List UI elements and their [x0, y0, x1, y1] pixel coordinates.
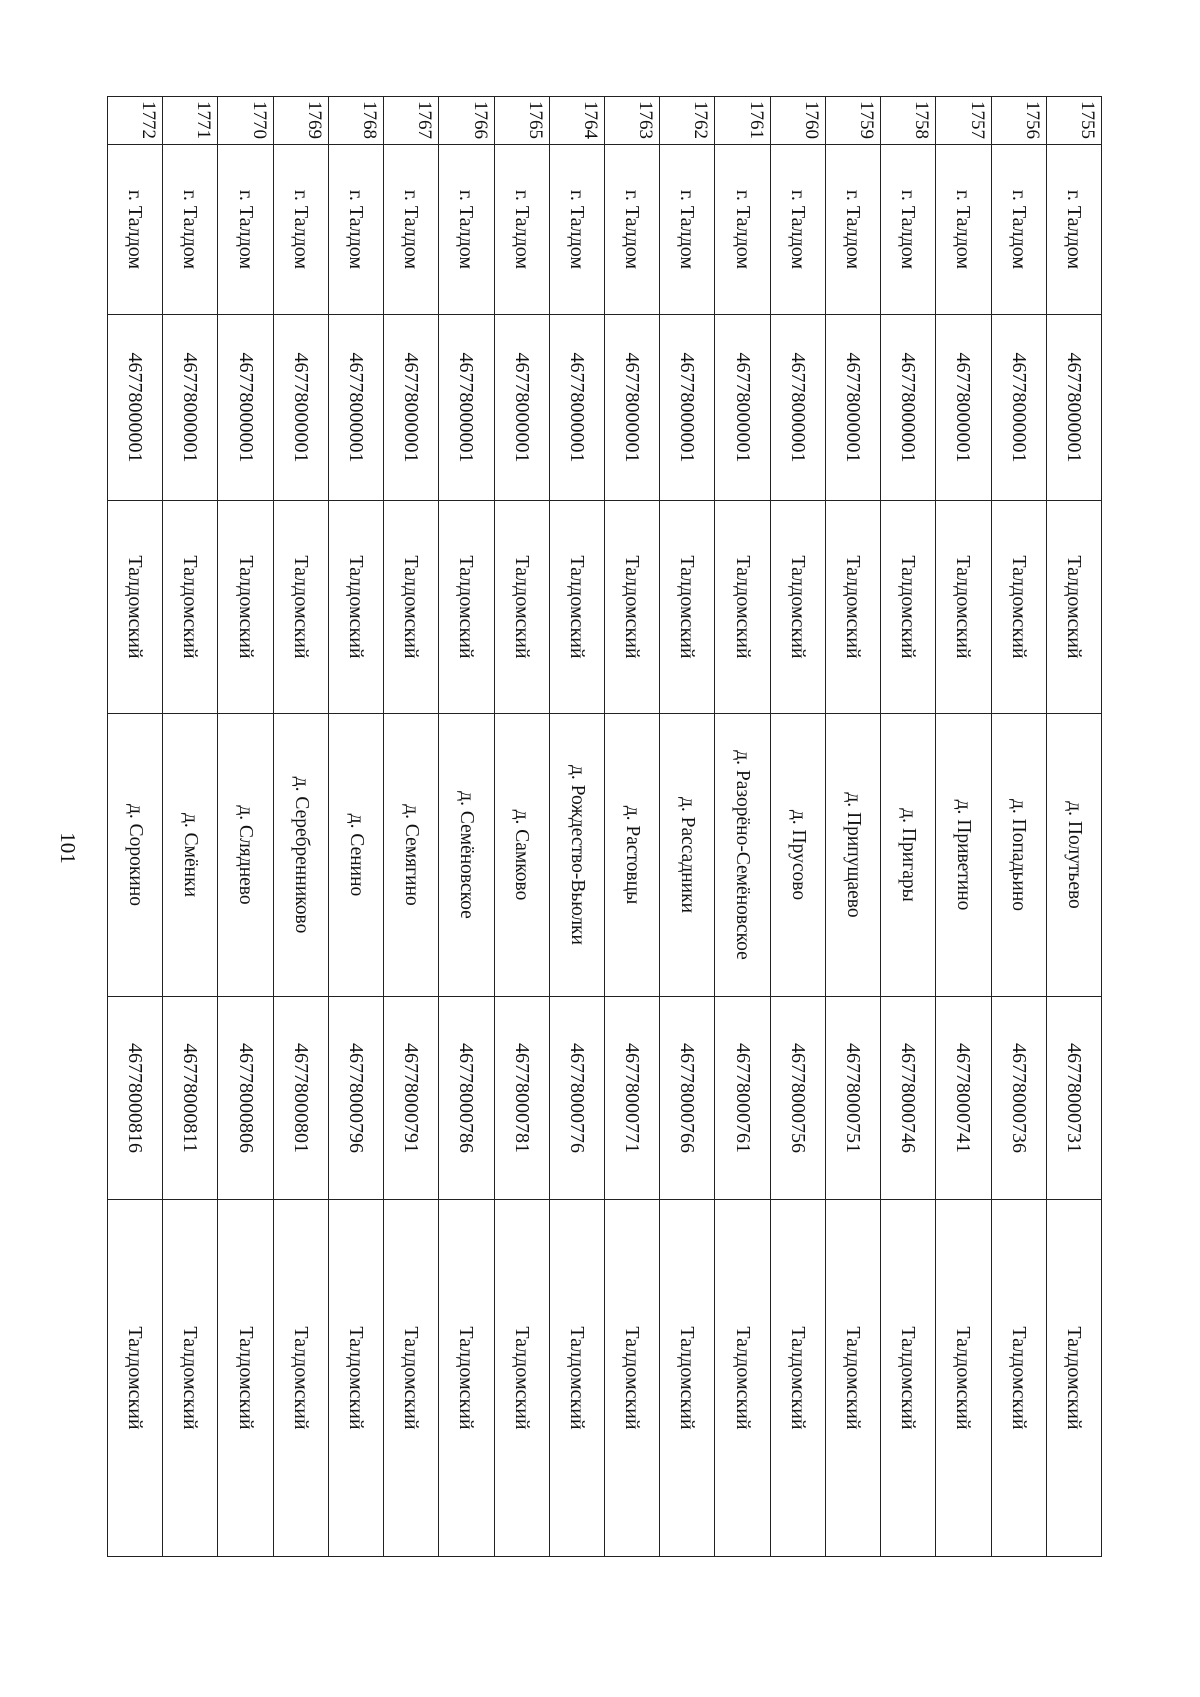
settlement-cell: г. Талдом: [273, 145, 328, 315]
district-cell: Талдомский: [715, 501, 770, 714]
locality-name-cell: д. Смёнки: [163, 714, 218, 997]
row-number-cell: 1759: [825, 97, 880, 145]
settlement-cell: г. Талдом: [163, 145, 218, 315]
oktmo-code-cell: 46778000001: [715, 315, 770, 501]
district-cell: Талдомский: [1046, 501, 1101, 714]
locality-name-cell: д. Приветино: [936, 714, 991, 997]
oktmo-code-cell: 46778000001: [881, 315, 936, 501]
settlement-cell: г. Талдом: [991, 145, 1046, 315]
locality-district-cell: Талдомский: [991, 1200, 1046, 1557]
oktmo-code-cell: 46778000001: [549, 315, 604, 501]
page-number: 101: [56, 832, 80, 864]
locality-district-cell: Талдомский: [660, 1200, 715, 1557]
locality-district-cell: Талдомский: [328, 1200, 383, 1557]
table-row: [715, 97, 770, 1557]
locality-district-cell: Талдомский: [163, 1200, 218, 1557]
oktmo-code-cell: 46778000001: [328, 315, 383, 501]
district-cell: Талдомский: [825, 501, 880, 714]
locality-oktmo-cell: 46778000746: [881, 997, 936, 1200]
row-number-cell: 1772: [108, 97, 163, 145]
table-row: [384, 97, 439, 1557]
oktmo-code-cell: 46778000001: [108, 315, 163, 501]
settlement-cell: г. Талдом: [881, 145, 936, 315]
district-cell: Талдомский: [881, 501, 936, 714]
locality-oktmo-cell: 46778000811: [163, 997, 218, 1200]
oktmo-code-cell: 46778000001: [1046, 315, 1101, 501]
locality-oktmo-cell: 46778000731: [1046, 997, 1101, 1200]
row-number-cell: 1767: [384, 97, 439, 145]
locality-district-cell: Талдомский: [384, 1200, 439, 1557]
table-row: [770, 97, 825, 1557]
locality-oktmo-cell: 46778000786: [439, 997, 494, 1200]
table-row: [218, 97, 273, 1557]
locality-name-cell: д. Рождество-Вьюлки: [549, 714, 604, 997]
settlement-cell: г. Талдом: [1046, 145, 1101, 315]
locality-name-cell: д. Семягино: [384, 714, 439, 997]
row-number-cell: 1755: [1046, 97, 1101, 145]
row-number-cell: 1757: [936, 97, 991, 145]
locality-district-cell: Талдомский: [881, 1200, 936, 1557]
locality-district-cell: Талдомский: [825, 1200, 880, 1557]
district-cell: Талдомский: [328, 501, 383, 714]
oktmo-code-cell: 46778000001: [605, 315, 660, 501]
locality-name-cell: д. Полутьево: [1046, 714, 1101, 997]
locality-oktmo-cell: 46778000791: [384, 997, 439, 1200]
table-row: [1046, 97, 1101, 1557]
table-row: [328, 97, 383, 1557]
row-number-cell: 1756: [991, 97, 1046, 145]
oktmo-code-cell: 46778000001: [494, 315, 549, 501]
district-cell: Талдомский: [660, 501, 715, 714]
locality-district-cell: Талдомский: [494, 1200, 549, 1557]
district-cell: Талдомский: [384, 501, 439, 714]
settlement-cell: г. Талдом: [825, 145, 880, 315]
locality-name-cell: д. Прусово: [770, 714, 825, 997]
district-cell: Талдомский: [605, 501, 660, 714]
settlement-cell: г. Талдом: [715, 145, 770, 315]
oktmo-code-cell: 46778000001: [163, 315, 218, 501]
district-cell: Талдомский: [163, 501, 218, 714]
locality-oktmo-cell: 46778000761: [715, 997, 770, 1200]
locality-name-cell: д. Пригары: [881, 714, 936, 997]
locality-name-cell: д. Сенино: [328, 714, 383, 997]
district-cell: Талдомский: [549, 501, 604, 714]
settlement-cell: г. Талдом: [770, 145, 825, 315]
row-number-cell: 1758: [881, 97, 936, 145]
row-number-cell: 1766: [439, 97, 494, 145]
locality-district-cell: Талдомский: [108, 1200, 163, 1557]
table-row: [991, 97, 1046, 1557]
table-row: [660, 97, 715, 1557]
locality-oktmo-cell: 46778000741: [936, 997, 991, 1200]
table-row: [163, 97, 218, 1557]
locality-name-cell: д. Сляднево: [218, 714, 273, 997]
row-number-cell: 1762: [660, 97, 715, 145]
district-cell: Талдомский: [991, 501, 1046, 714]
oktmo-code-cell: 46778000001: [439, 315, 494, 501]
locality-name-cell: д. Сорокино: [108, 714, 163, 997]
locality-name-cell: д. Припущаево: [825, 714, 880, 997]
locality-district-cell: Талдомский: [770, 1200, 825, 1557]
locality-name-cell: д. Самково: [494, 714, 549, 997]
locality-oktmo-cell: 46778000771: [605, 997, 660, 1200]
oktmo-code-cell: 46778000001: [384, 315, 439, 501]
oktmo-code-cell: 46778000001: [273, 315, 328, 501]
locality-oktmo-cell: 46778000766: [660, 997, 715, 1200]
locality-oktmo-cell: 46778000751: [825, 997, 880, 1200]
locality-oktmo-cell: 46778000806: [218, 997, 273, 1200]
row-number-cell: 1763: [605, 97, 660, 145]
locality-oktmo-cell: 46778000736: [991, 997, 1046, 1200]
locality-oktmo-cell: 46778000776: [549, 997, 604, 1200]
locality-name-cell: д. Растовцы: [605, 714, 660, 997]
locality-district-cell: Талдомский: [936, 1200, 991, 1557]
row-number-cell: 1770: [218, 97, 273, 145]
settlement-cell: г. Талдом: [439, 145, 494, 315]
settlement-cell: г. Талдом: [549, 145, 604, 315]
row-number-cell: 1768: [328, 97, 383, 145]
settlement-cell: г. Талдом: [108, 145, 163, 315]
locality-district-cell: Талдомский: [549, 1200, 604, 1557]
table-row: [549, 97, 604, 1557]
row-number-cell: 1764: [549, 97, 604, 145]
settlement-cell: г. Талдом: [605, 145, 660, 315]
locality-oktmo-cell: 46778000781: [494, 997, 549, 1200]
district-cell: Талдомский: [936, 501, 991, 714]
locality-district-cell: Талдомский: [715, 1200, 770, 1557]
locality-name-cell: д. Серебренниково: [273, 714, 328, 997]
district-cell: Талдомский: [770, 501, 825, 714]
settlement-cell: г. Талдом: [494, 145, 549, 315]
oktmo-code-cell: 46778000001: [218, 315, 273, 501]
settlement-cell: г. Талдом: [936, 145, 991, 315]
row-number-cell: 1769: [273, 97, 328, 145]
table-row: [108, 97, 163, 1557]
district-cell: Талдомский: [218, 501, 273, 714]
row-number-cell: 1760: [770, 97, 825, 145]
table-row: [825, 97, 880, 1557]
row-number-cell: 1765: [494, 97, 549, 145]
locality-oktmo-cell: 46778000796: [328, 997, 383, 1200]
oktmo-code-cell: 46778000001: [660, 315, 715, 501]
district-cell: Талдомский: [273, 501, 328, 714]
table-row: [605, 97, 660, 1557]
table-body: [108, 97, 1102, 1557]
table-row: [936, 97, 991, 1557]
locality-oktmo-cell: 46778000816: [108, 997, 163, 1200]
locality-district-cell: Талдомский: [605, 1200, 660, 1557]
locality-district-cell: Талдомский: [273, 1200, 328, 1557]
settlement-cell: г. Талдом: [218, 145, 273, 315]
locality-district-cell: Талдомский: [218, 1200, 273, 1557]
rotated-table-wrapper: [107, 96, 1102, 1556]
locality-oktmo-cell: 46778000801: [273, 997, 328, 1200]
locality-district-cell: Талдомский: [439, 1200, 494, 1557]
oktmo-code-cell: 46778000001: [770, 315, 825, 501]
oktmo-code-cell: 46778000001: [991, 315, 1046, 501]
district-cell: Талдомский: [108, 501, 163, 714]
row-number-cell: 1761: [715, 97, 770, 145]
table-row: [273, 97, 328, 1557]
oktmo-code-cell: 46778000001: [936, 315, 991, 501]
district-cell: Талдомский: [494, 501, 549, 714]
table-row: [494, 97, 549, 1557]
table-row: [439, 97, 494, 1557]
district-cell: Талдомский: [439, 501, 494, 714]
settlement-cell: г. Талдом: [328, 145, 383, 315]
settlements-table: [107, 96, 1102, 1557]
table-row: [881, 97, 936, 1557]
row-number-cell: 1771: [163, 97, 218, 145]
locality-district-cell: Талдомский: [1046, 1200, 1101, 1557]
locality-name-cell: д. Разорёно-Семёновское: [715, 714, 770, 997]
settlement-cell: г. Талдом: [384, 145, 439, 315]
locality-name-cell: д. Попадьино: [991, 714, 1046, 997]
locality-oktmo-cell: 46778000756: [770, 997, 825, 1200]
locality-name-cell: д. Семёновское: [439, 714, 494, 997]
locality-name-cell: д. Рассадники: [660, 714, 715, 997]
settlement-cell: г. Талдом: [660, 145, 715, 315]
oktmo-code-cell: 46778000001: [825, 315, 880, 501]
